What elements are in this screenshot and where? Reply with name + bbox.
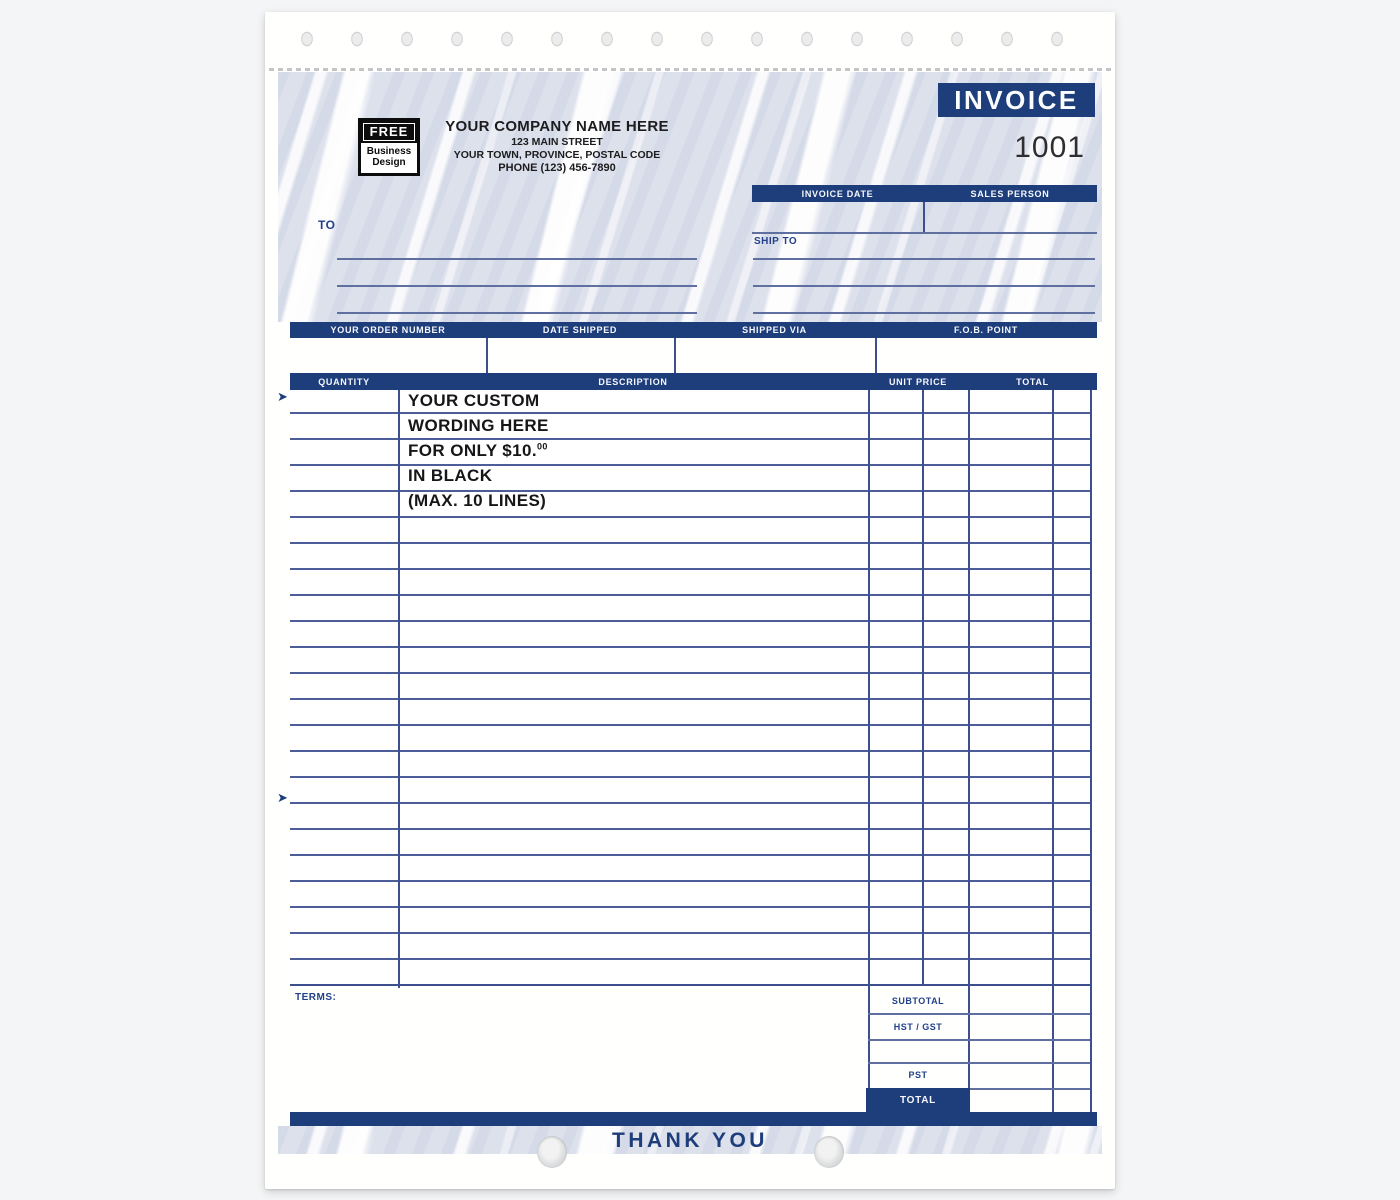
company-address-line1: 123 MAIN STREET (511, 136, 603, 148)
binding-hole (537, 1136, 567, 1168)
order-info-bar (290, 322, 1097, 338)
ship-to-write-line (753, 285, 1095, 287)
line-items-header-bar (290, 373, 1097, 390)
total-header: TOTAL (1016, 376, 1049, 387)
logo-business-design-label: Business Design (366, 146, 412, 168)
shipped-via-header: SHIPPED VIA (742, 325, 807, 335)
grand-total-label: TOTAL (900, 1094, 936, 1106)
order-cell-divider (486, 338, 488, 373)
hst-gst-label: HST / GST (893, 1022, 943, 1032)
to-write-line (337, 258, 697, 260)
invoice-title-box (938, 83, 1095, 117)
table-right-border (1090, 390, 1092, 1112)
invoice-number: 1001 (1014, 131, 1085, 164)
ship-to-write-line (753, 258, 1095, 260)
order-cell-divider (875, 338, 877, 373)
sales-person-header: SALES PERSON (970, 188, 1050, 199)
row-marker-arrow-icon: ➤ (277, 790, 288, 805)
invoice-date-cell-bottom-line (752, 232, 1097, 234)
pin-feed-holes-top (282, 28, 1100, 50)
unit-price-cents-divider (922, 390, 924, 986)
company-block (385, 118, 729, 174)
quantity-header: QUANTITY (318, 376, 370, 387)
order-number-header: YOUR ORDER NUMBER (330, 325, 446, 335)
ship-to-label: SHIP TO (754, 236, 798, 247)
quantity-column-divider (398, 390, 400, 988)
totals-row-line (868, 1062, 1090, 1064)
custom-wording-line: IN BLACK (408, 466, 493, 485)
invoice-date-header: INVOICE DATE (801, 188, 874, 199)
thank-you-text: THANK YOU (612, 1129, 768, 1152)
unit-price-header: UNIT PRICE (888, 376, 947, 387)
invoice-form-paper (265, 12, 1115, 1189)
ship-to-write-line (753, 312, 1095, 314)
to-write-line (337, 285, 697, 287)
invoice-title: INVOICE (954, 84, 1079, 115)
footer-navy-bar (290, 1112, 1097, 1126)
total-cents-divider (1052, 390, 1054, 1112)
company-address-line2: YOUR TOWN, PROVINCE, POSTAL CODE (453, 149, 661, 161)
binding-hole (814, 1136, 844, 1168)
company-name: YOUR COMPANY NAME HERE (445, 118, 669, 135)
to-label: TO (318, 218, 336, 232)
grand-total-cell (866, 1088, 970, 1112)
terms-label: TERMS: (295, 992, 337, 1003)
company-phone: PHONE (123) 456-7890 (498, 162, 616, 174)
description-header: DESCRIPTION (598, 376, 668, 387)
footer-band (278, 1126, 1102, 1154)
perforation-line (269, 68, 1111, 71)
fob-point-header: F.O.B. POINT (954, 325, 1018, 335)
date-shipped-header: DATE SHIPPED (542, 325, 618, 335)
order-cell-divider (674, 338, 676, 373)
to-write-line (337, 312, 697, 314)
custom-wording-line: FOR ONLY $10.00 (408, 441, 548, 460)
invoice-date-salesperson-bar (752, 185, 1097, 202)
custom-wording-line: WORDING HERE (408, 416, 549, 435)
custom-wording-line: (MAX. 10 LINES) (408, 491, 547, 510)
custom-wording-line: YOUR CUSTOM (408, 391, 540, 410)
totals-row-line (868, 1039, 1090, 1041)
pst-label: PST (908, 1070, 928, 1080)
total-column-divider (968, 390, 970, 1112)
subtotal-label: SUBTOTAL (891, 996, 945, 1006)
invoice-date-cell-divider (923, 202, 925, 234)
row-marker-arrow-icon: ➤ (277, 389, 288, 404)
totals-row-line (868, 1013, 1090, 1015)
logo-free-label: FREE (361, 121, 417, 143)
